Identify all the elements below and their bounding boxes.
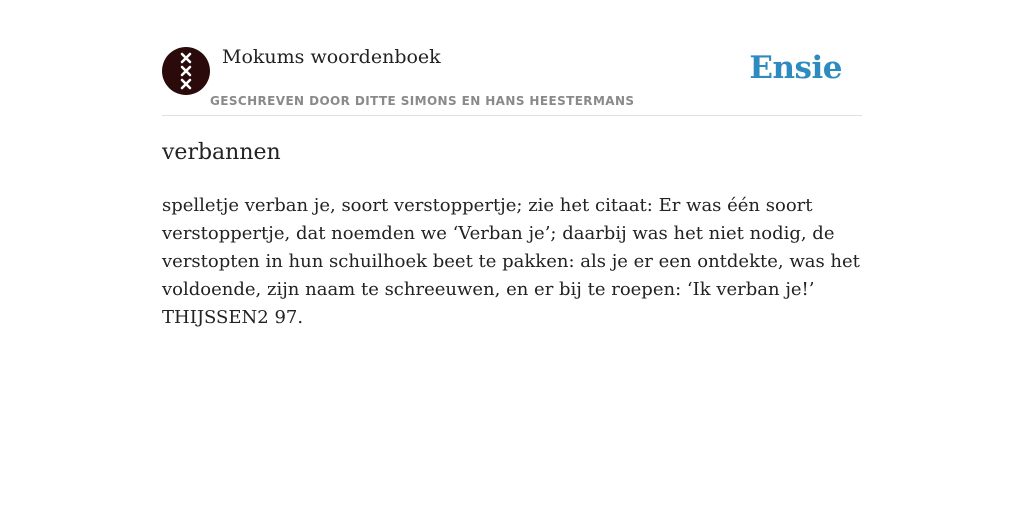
ensie-logo-link[interactable]: Ensie (749, 50, 842, 86)
x-mark-icon (180, 78, 192, 90)
x-mark-icon (180, 65, 192, 77)
amsterdam-xxx-icon[interactable] (162, 47, 210, 95)
header (162, 0, 862, 116)
dictionary-title-link[interactable]: Mokums woordenboek (222, 46, 441, 68)
entry-definition: spelletje verban je, soort verstoppertje; zie het citaat: Er was één soort verstoppertje, dat noemden we ‘Verban je’; daarbij was het niet nodig, de verstopten in hun schuilhoek beet te pakken: als je er een ontdekte, was het voldoende, zijn naam te schreeuwen, en er bij te roepen: ‘Ik verban je!’ THIJSSEN2 97. (162, 195, 860, 328)
page-container (162, 0, 862, 512)
x-mark-icon (180, 52, 192, 64)
authors-byline: GESCHREVEN DOOR DITTE SIMONS EN HANS HEESTERMANS (210, 94, 635, 108)
entry-headword: verbannen (162, 140, 281, 165)
